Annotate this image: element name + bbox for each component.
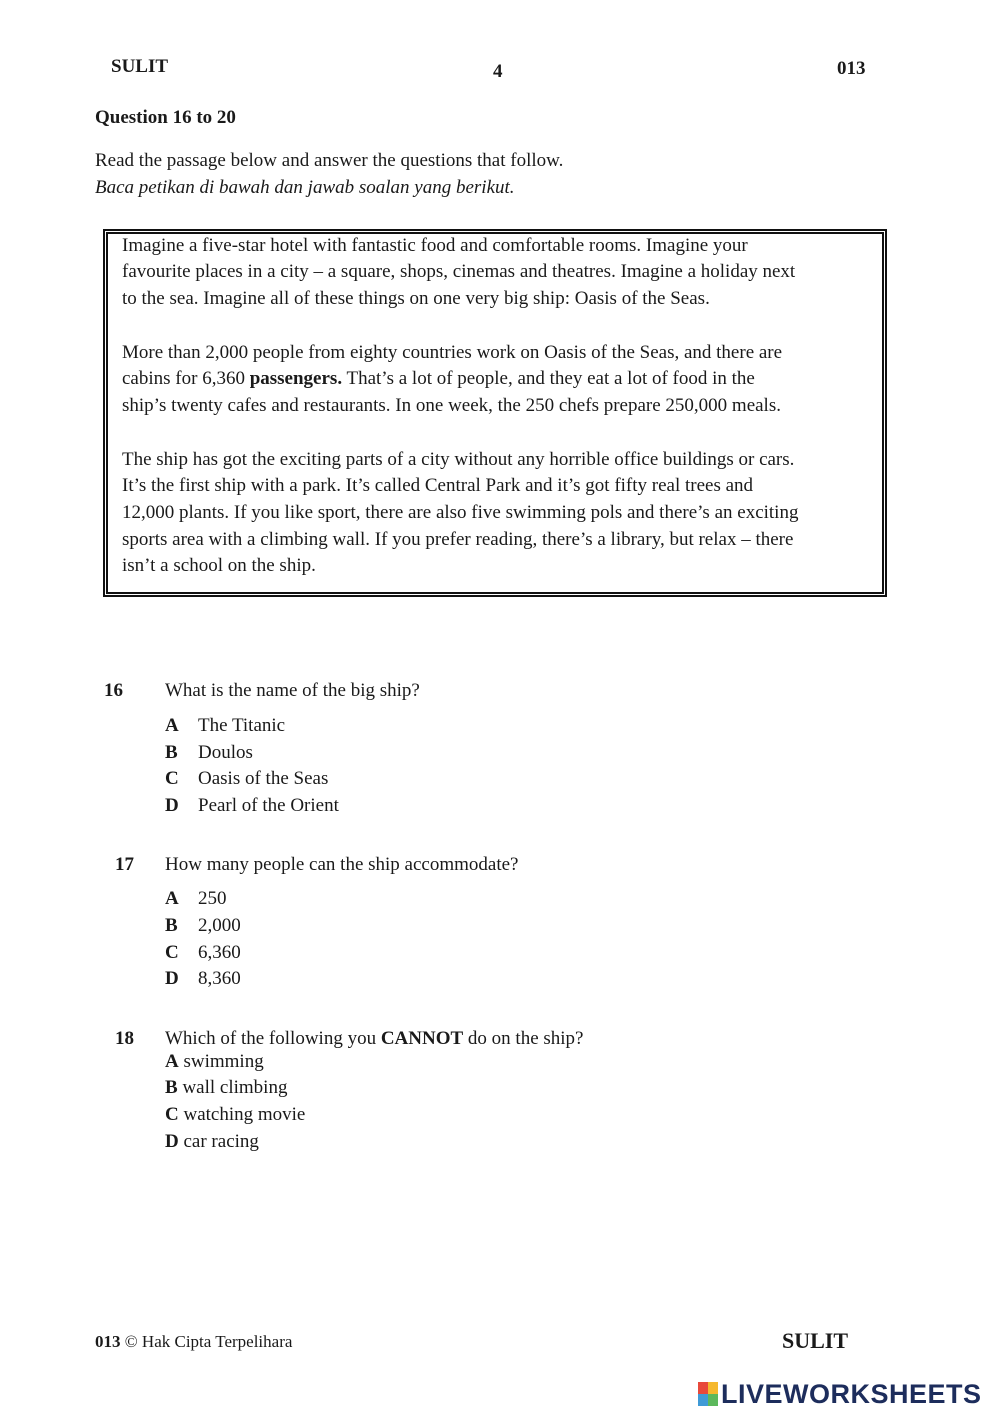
option-d[interactable]: [165, 968, 241, 990]
option-text: Oasis of the Seas: [198, 768, 329, 789]
liveworksheets-logo-icon: [698, 1382, 718, 1406]
option-text: watching movie: [183, 1104, 306, 1125]
question-number: 18: [115, 1028, 134, 1049]
page-number: 4: [493, 61, 503, 82]
option-letter: B: [165, 915, 178, 936]
option-b[interactable]: [165, 915, 241, 937]
question-text: How many people can the ship accommodate?: [165, 854, 519, 875]
brand-name: LIVEWORKSHEETS: [721, 1378, 982, 1409]
option-text: Doulos: [198, 742, 253, 763]
footer-code: 013: [95, 1332, 121, 1351]
passage-line: favourite places in a city – a square, shops, cinemas and theatres. Imagine a holiday next: [122, 261, 796, 282]
footer-copyright-text: © Hak Cipta Terpelihara: [124, 1332, 293, 1351]
passage-line: to the sea. Imagine all of these things on one very big ship: Oasis of the Seas.: [122, 288, 710, 309]
option-letter: D: [165, 1131, 179, 1152]
option-letter: D: [165, 968, 179, 989]
passage-bold-word: passengers.: [249, 368, 343, 389]
option-letter: D: [165, 795, 179, 816]
option-text: Pearl of the Orient: [198, 795, 339, 816]
instruction-malay: Baca petikan di bawah dan jawab soalan yang berikut.: [95, 177, 515, 198]
option-text: swimming: [183, 1051, 264, 1072]
option-d[interactable]: [165, 795, 339, 817]
question-text: [165, 1028, 584, 1050]
instruction-english: Read the passage below and answer the questions that follow.: [95, 150, 564, 171]
option-text: The Titanic: [198, 715, 286, 736]
paper-code: 013: [837, 58, 866, 79]
footer-sulit-label: SULIT: [782, 1328, 849, 1353]
passage-line: It’s the first ship with a park. It’s called Central Park and it’s got fifty real trees and: [122, 475, 754, 496]
passage-text: cabins for 6,360: [122, 368, 250, 389]
passage-line: The ship has got the exciting parts of a city without any horrible office buildings or cars.: [122, 449, 795, 470]
passage-line: Imagine a five-star hotel with fantastic food and comfortable rooms. Imagine your: [122, 235, 748, 256]
passage-text: That’s a lot of people, and they eat a lot of food in the: [342, 368, 755, 389]
question-number: 16: [104, 680, 123, 701]
option-c[interactable]: [165, 1104, 305, 1126]
question-text-part: Which of the following you: [165, 1028, 381, 1049]
option-d[interactable]: [165, 1131, 259, 1153]
option-letter: B: [165, 1077, 178, 1098]
option-text: 250: [198, 888, 227, 909]
option-b[interactable]: [165, 1077, 287, 1099]
option-letter: A: [165, 715, 179, 736]
option-text: 8,360: [198, 968, 241, 989]
option-text: 2,000: [198, 915, 241, 936]
passage-line: isn’t a school on the ship.: [122, 555, 316, 576]
question-emphasis: CANNOT: [380, 1028, 464, 1049]
option-a[interactable]: [165, 1051, 264, 1073]
option-letter: C: [165, 768, 179, 789]
footer-copyright: [95, 1332, 292, 1352]
passage-line: [122, 368, 755, 390]
option-letter: C: [165, 1104, 179, 1125]
passage-line: 12,000 plants. If you like sport, there are also five swimming pols and there’s an exciting: [122, 502, 799, 523]
option-a[interactable]: [165, 715, 285, 737]
question-text: What is the name of the big ship?: [165, 680, 420, 701]
option-text: wall climbing: [182, 1077, 288, 1098]
option-letter: A: [165, 888, 179, 909]
option-a[interactable]: [165, 888, 227, 910]
liveworksheets-brand[interactable]: [698, 1378, 982, 1410]
option-letter: C: [165, 942, 179, 963]
question-text-part: do on the ship?: [463, 1028, 584, 1049]
option-text: 6,360: [198, 942, 241, 963]
option-c[interactable]: [165, 768, 328, 790]
option-c[interactable]: [165, 942, 241, 964]
passage-line: sports area with a climbing wall. If you prefer reading, there’s a library, but relax – there: [122, 529, 794, 550]
passage-line: More than 2,000 people from eighty countries work on Oasis of the Seas, and there are: [122, 342, 783, 363]
option-b[interactable]: [165, 742, 253, 764]
passage-line: ship’s twenty cafes and restaurants. In one week, the 250 chefs prepare 250,000 meals.: [122, 395, 781, 416]
header-left-label: SULIT: [111, 56, 169, 77]
question-number: 17: [115, 854, 134, 875]
option-letter: A: [165, 1051, 179, 1072]
section-title: Question 16 to 20: [95, 107, 236, 128]
option-text: car racing: [183, 1131, 259, 1152]
option-letter: B: [165, 742, 178, 763]
